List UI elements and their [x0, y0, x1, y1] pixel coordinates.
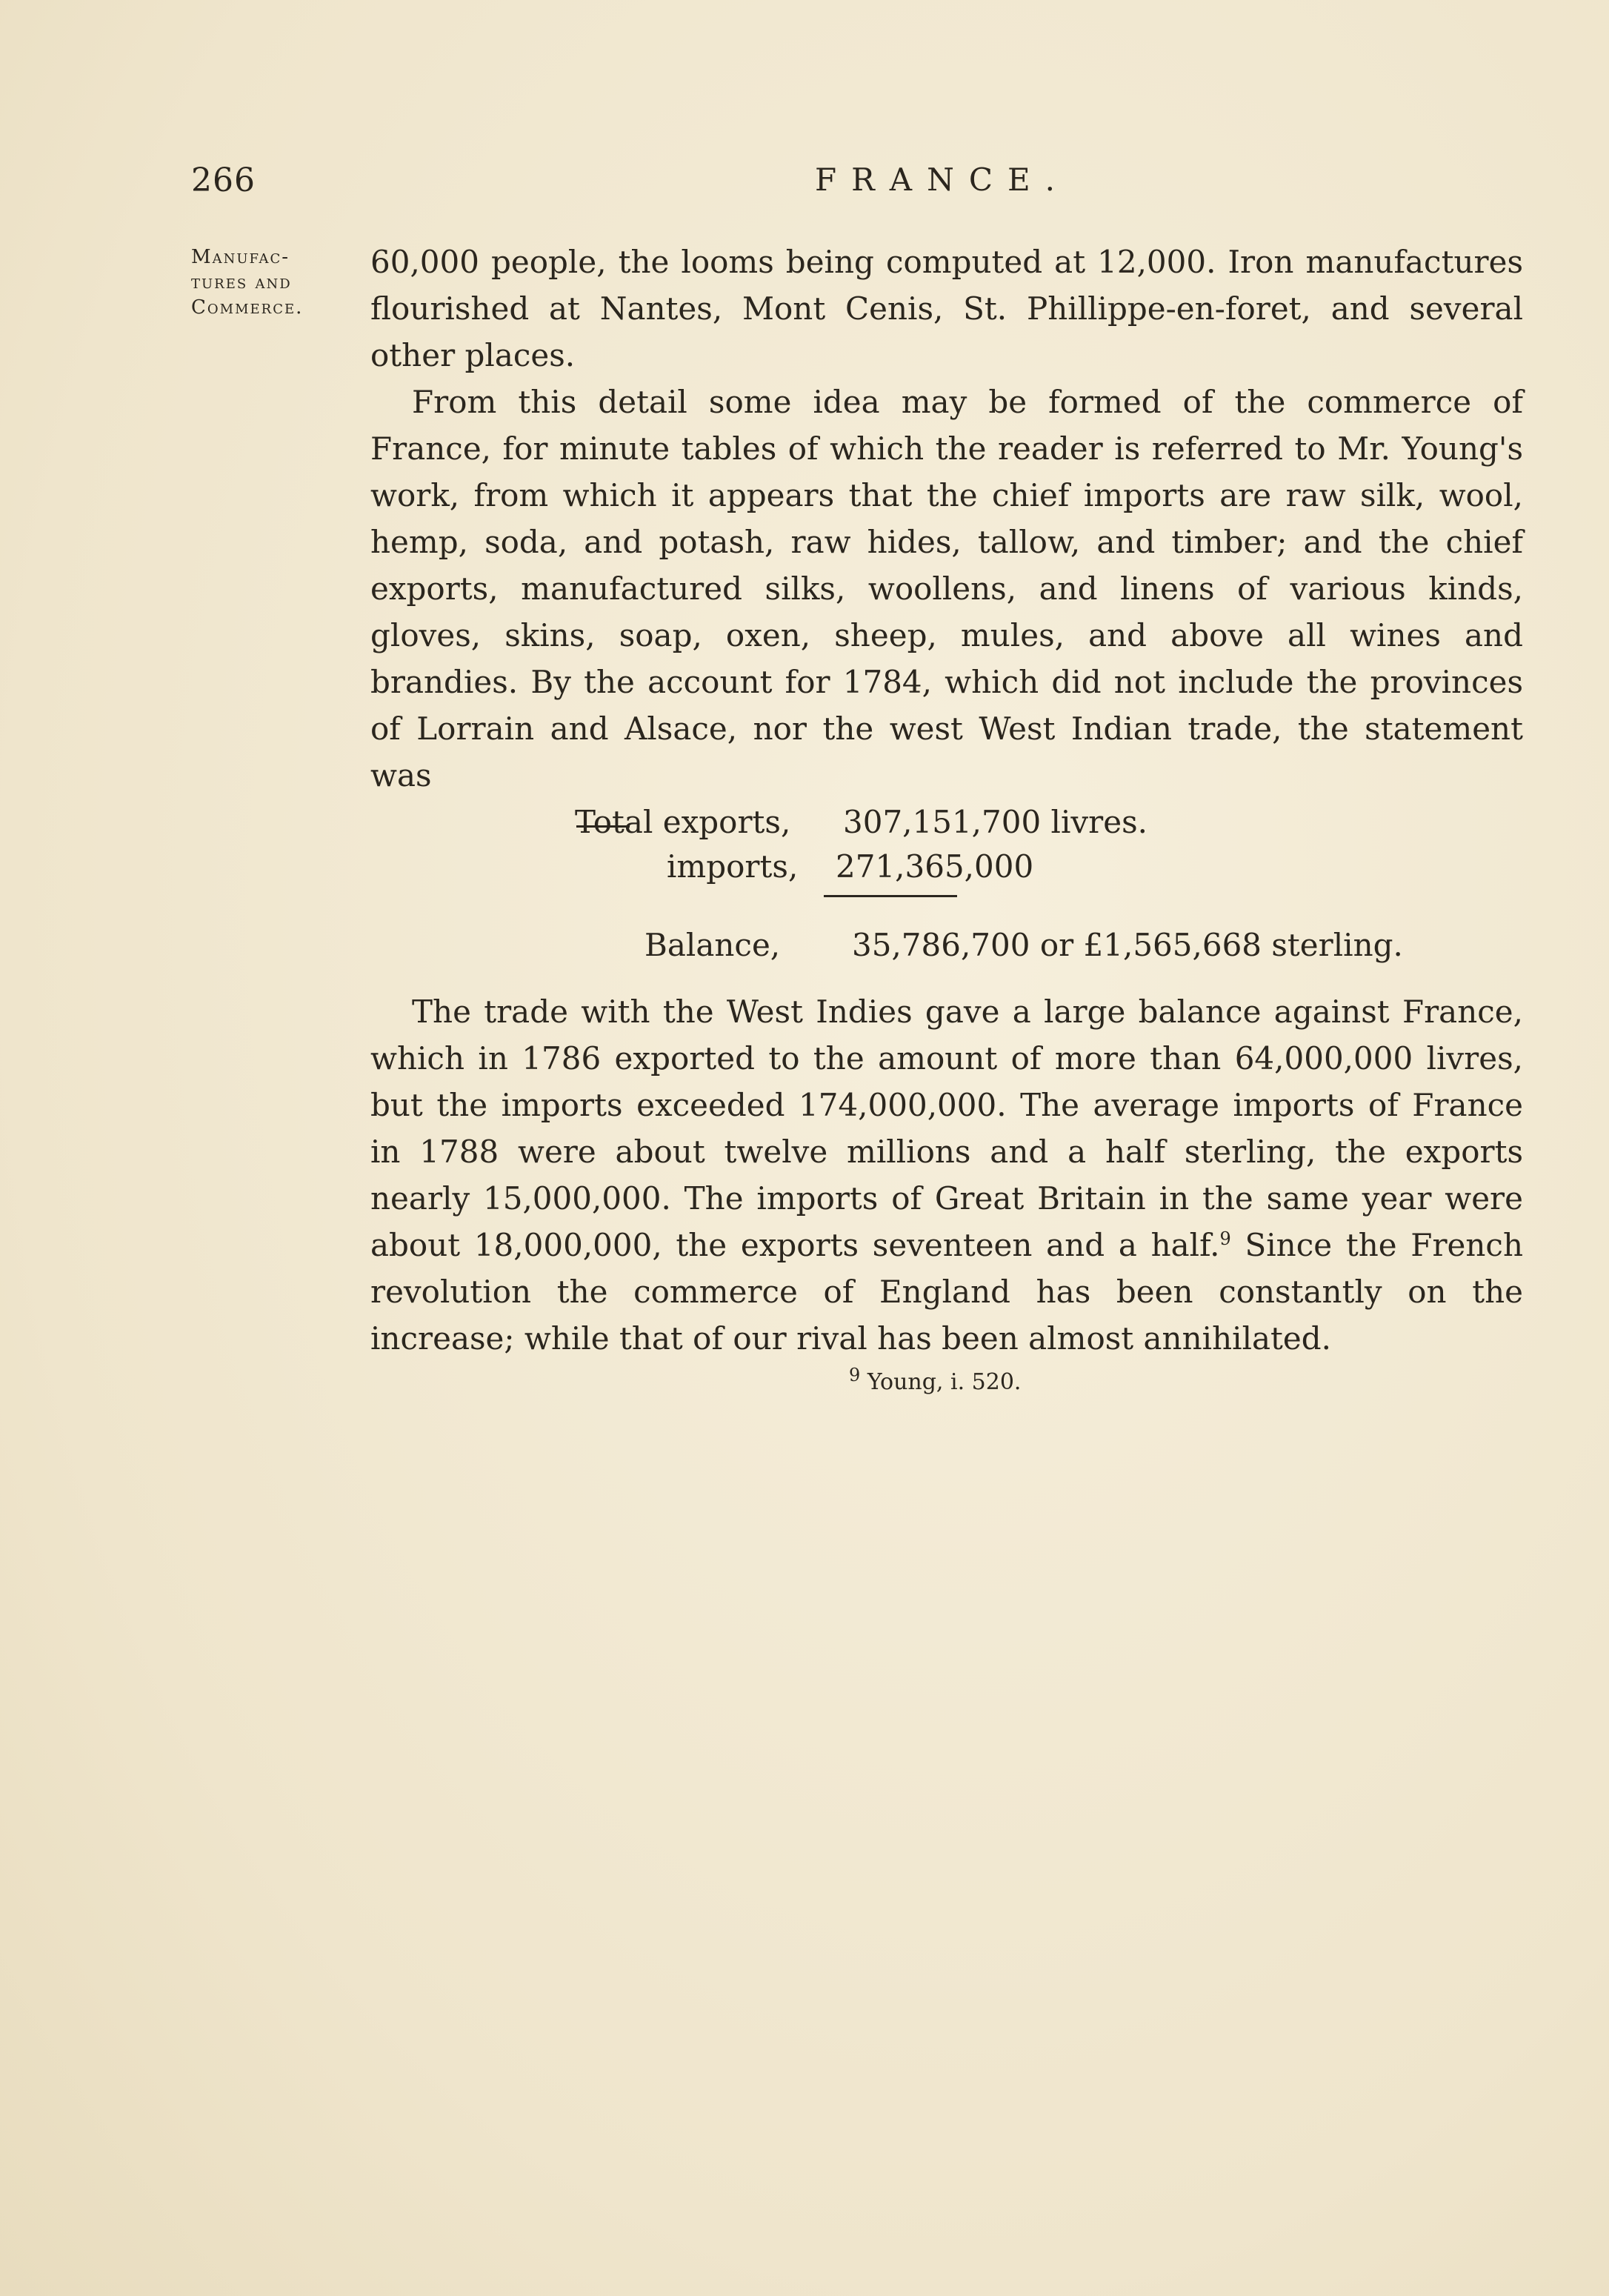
body-text — [370, 239, 1523, 1362]
footnote-text: Young, i. 520. — [867, 1369, 1022, 1395]
page-number: 266 — [191, 162, 256, 199]
paragraph-3 — [370, 988, 1523, 1362]
paragraph-2: From this detail some idea may be formed of the commerce of France, for minute tables of which the reader is referred to Mr. Young's work, from which it appears that the chief imports are raw silk, wool, hemp, soda, and potash, raw hides, tallow, and timber; and the chief exports, manufactured silks, woollens, and linens of various kinds, gloves, skins, soap, oxen, sheep, mules, and above all wines and brandies. By the account for 1784, which did not include the provinces of Lorrain and Alsace, nor the west West Indian trade, the statement was — [370, 384, 1523, 793]
margin-note-line: tures and — [191, 271, 292, 293]
balance-value: 35,786,700 or £1,565,668 sterling. — [852, 927, 1403, 963]
exports-label: Total exports, — [575, 804, 791, 840]
footnote-marker: 9 — [849, 1365, 861, 1385]
exports-value: 307,151,700 livres. — [843, 804, 1147, 840]
margin-note-line: Commerce. — [191, 296, 304, 319]
trade-statement-table — [370, 799, 1523, 988]
ditto-dash — [576, 825, 630, 828]
margin-note — [191, 244, 362, 320]
running-title: FRANCE. — [815, 162, 1070, 198]
sum-rule — [824, 895, 957, 897]
paragraph-3-end: Since the French revolution the commerce of England has been constantly on the increase; while that of our rival has been almost annihilated. — [370, 1227, 1523, 1357]
balance-label: Balance, — [644, 927, 781, 963]
imports-value: 271,365,000 — [836, 848, 1034, 885]
paragraph-3-text: The trade with the West Indies gave a large balance against France, which in 1786 exported to the amount of more than 64,000,000 livres, but the imports exceeded 174,000,000. The average imports of France in 1788 were about twelve millions and a half sterling, the exports nearly 15,000,000. The imports of Great Britain in the same year were about 18,000,000, the exports seventeen and a half. — [370, 994, 1523, 1263]
footnote — [849, 1365, 1022, 1395]
paragraph-1: 60,000 people, the looms being computed at 12,000. Iron manufactures flourished at Nantes, Mont Cenis, St. Phillippe-en-foret, and several other places. — [370, 244, 1523, 373]
margin-note-line: Manufac- — [191, 246, 290, 268]
footnote-reference: 9 — [1219, 1228, 1231, 1249]
imports-label: imports, — [667, 848, 799, 885]
